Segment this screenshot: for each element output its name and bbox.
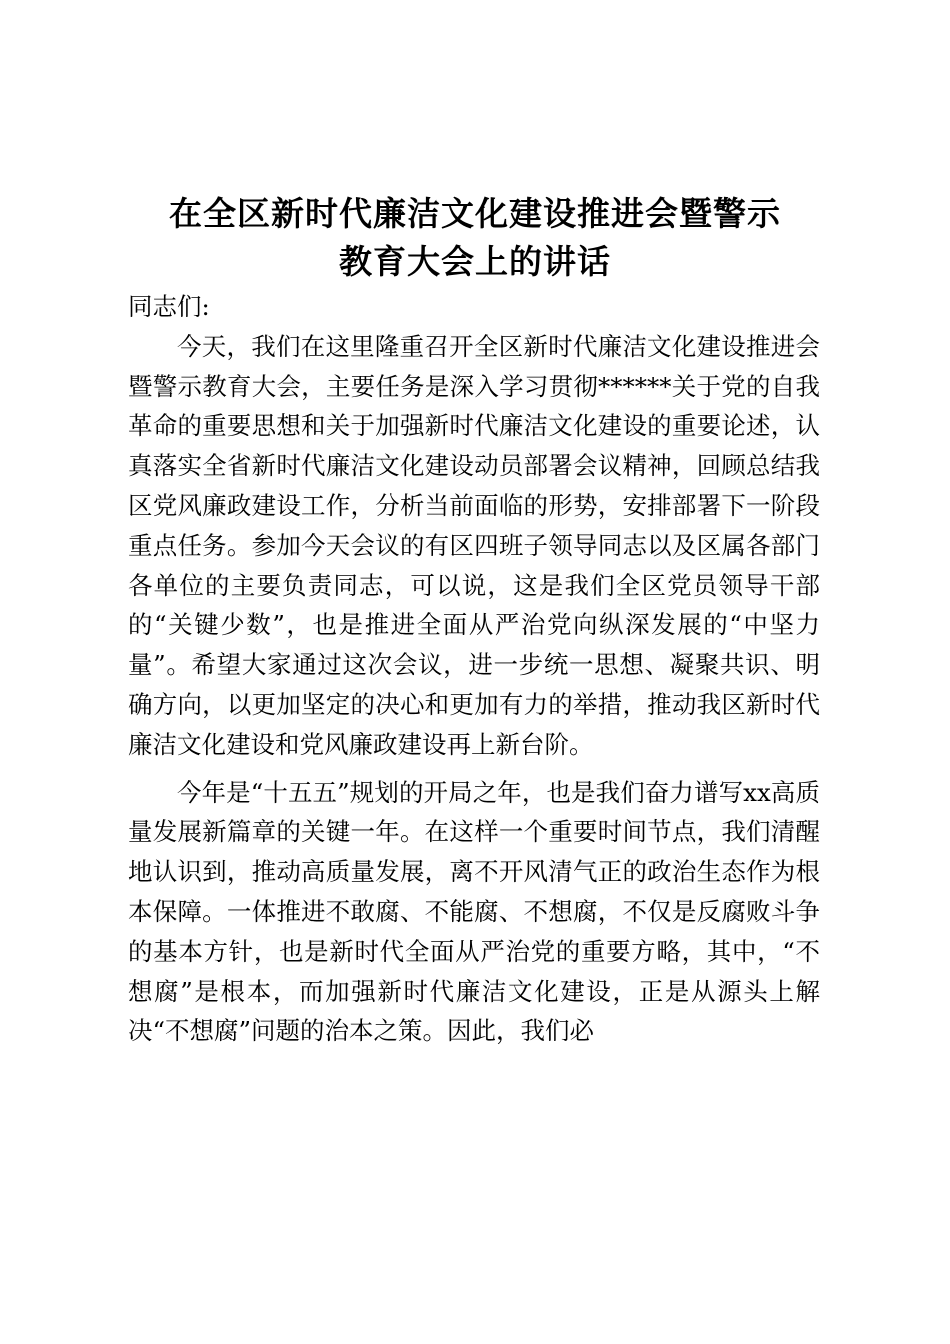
title-line-1: 在全区新时代廉洁文化建设推进会暨警示 xyxy=(169,194,781,234)
title-line-2: 教育大会上的讲话 xyxy=(339,242,611,282)
document-title xyxy=(120,190,830,286)
paragraph-1: 今天，我们在这里隆重召开全区新时代廉洁文化建设推进会暨警示教育大会，主要任务是深入学习贯彻******关于党的自我革命的重要思想和关于加强新时代廉洁文化建设的重要论述，认真落实全省新时代廉洁文化建设动员部署会议精神，回顾总结我区党风廉政建设工作，分析当前面临的形势，安排部署下一阶段重点任务。参加今天会议的有区四班子领导同志以及区属各部门各单位的主要负责同志，可以说，这是我们全区党员领导干部的“关键少数”，也是推进全面从严治党向纵深发展的“中坚力量”。希望大家通过这次会议，进一步统一思想、凝聚共识、明确方向，以更加坚定的决心和更加有力的举措，推动我区新时代廉洁文化建设和党风廉政建设再上新台阶。 xyxy=(128,331,820,759)
document-body xyxy=(128,287,820,1051)
salutation: 同志们: xyxy=(128,292,210,321)
paragraph-2: 今年是“十五五”规划的开局之年，也是我们奋力谱写xx高质量发展新篇章的关键一年。在这样一个重要时间节点，我们清醒地认识到，推动高质量发展，离不开风清气正的政治生态作为根本保障。一体推进不敢腐、不能腐、不想腐，不仅是反腐败斗争的基本方针，也是新时代全面从严治党的重要方略，其中，“不想腐”是根本，而加强新时代廉洁文化建设，正是从源头上解决“不想腐”问题的治本之策。因此，我们必 xyxy=(128,777,820,1046)
